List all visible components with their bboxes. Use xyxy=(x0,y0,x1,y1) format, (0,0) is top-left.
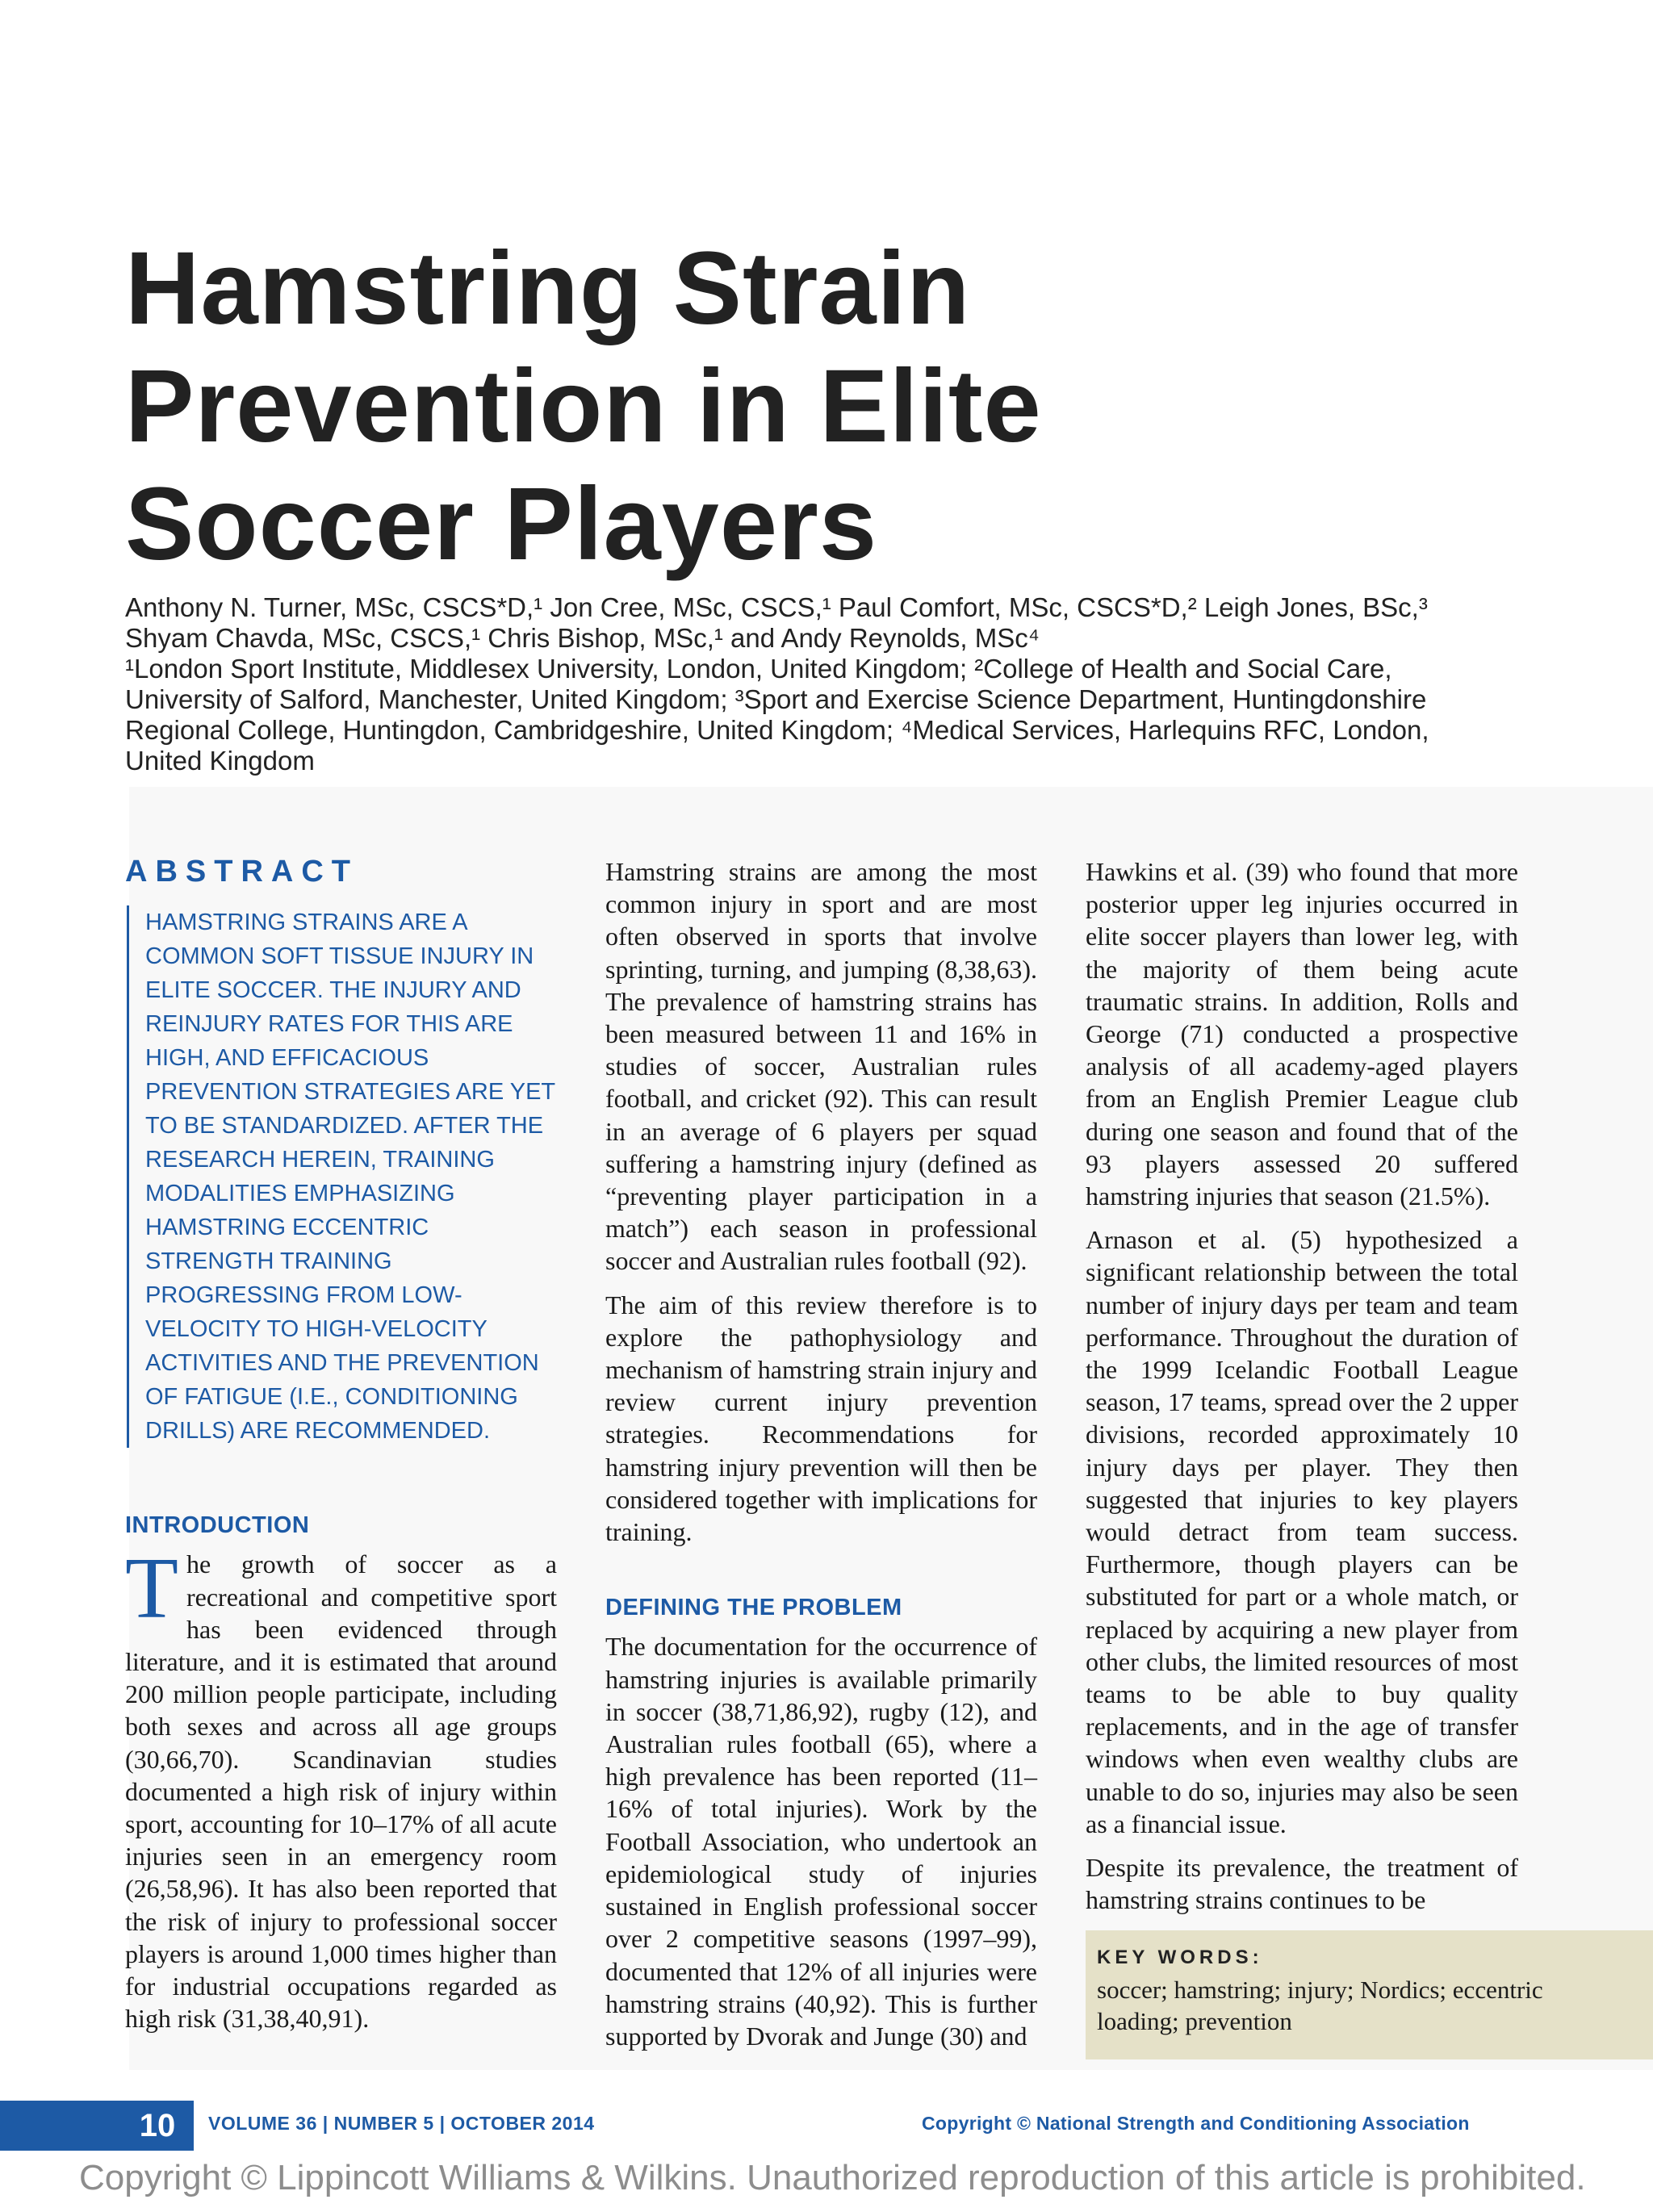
affiliation-line: Regional College, Huntingdon, Cambridgeshire, United Kingdom; ⁴Medical Services, Harlequins RFC, London, xyxy=(125,715,1429,745)
keywords-label: KEY WORDS: xyxy=(1097,1946,1263,1968)
introduction-text: he growth of soccer as a recreational and competitive sport has been evidenced through literature, and it is estimated that around 200 million people participate, including both sexes and across all age groups (30,66,70). Scandinavian studies documented a high risk of injury within sport, accounting for 10–17% of all acute injuries seen in an emergency room (26,58,96). It has also been reported that the risk of injury to professional soccer players is around 1,000 times higher than for industrial occupations regarded as high risk (31,38,40,91). xyxy=(125,1549,557,2034)
column-1 xyxy=(125,855,557,2046)
journal-info: VOLUME 36 | NUMBER 5 | OCTOBER 2014 xyxy=(208,2113,595,2134)
paragraph: Hamstring strains are among the most common injury in sport and are most often observed in sports that involve sprinting, turning, and jumping (8,38,63). The prevalence of hamstring strains has been measured between 11 and 16% in studies of soccer, Australian rules football, and cricket (92). This can result in an average of 6 players per squad suffering a hamstring injury (defined as “preventing player participation in a match”) each season in professional soccer and Australian rules football (92). xyxy=(605,857,1037,1276)
title-line: Hamstring Strain xyxy=(125,231,971,346)
introduction-paragraph xyxy=(125,1541,557,2034)
abstract-text: HAMSTRING STRAINS ARE A COMMON SOFT TISSUE INJURY IN ELITE SOCCER. THE INJURY AND REINJURY RATES FOR THIS ARE HIGH, AND EFFICACIOUS PREVENTION STRATEGIES ARE YET TO BE STANDARDIZED. AFTER THE RESEARCH HEREIN, TRAINING MODALITIES EMPHASIZING HAMSTRING ECCENTRIC STRENGTH TRAINING PROGRESSING FROM LOW-VELOCITY TO HIGH-VELOCITY ACTIVITIES AND THE PREVENTION OF FATIGUE (I.E., CONDITIONING DRILLS) ARE RECOMMENDED. xyxy=(127,905,557,1448)
abstract-heading: ABSTRACT xyxy=(125,855,358,889)
keywords-box xyxy=(1086,1930,1653,2059)
article-title xyxy=(125,230,1336,583)
column-2 xyxy=(605,855,1037,2064)
paragraph: The documentation for the occurrence of hamstring injuries is available primarily in soccer (38,71,86,92), rugby (12), and Australian rules football (65), where a high prevalence has been reported (11–16% of total injuries). Work by the Football Association, who undertook an epidemiological study of injuries sustained in English professional soccer over 2 competitive seasons (1997–99), documented that 12% of all injuries were hamstring strains (40,92). This is further supported by Dvorak and Junge (30) and xyxy=(605,1632,1037,2051)
page-number: 10 xyxy=(139,2108,176,2143)
copyright-notice: Copyright © National Strength and Conditioning Association xyxy=(922,2113,1470,2134)
keywords-text: soccer; hamstring; injury; Nordics; eccentric loading; prevention xyxy=(1097,1976,1543,2035)
column-3 xyxy=(1086,855,1518,1928)
author-line: Shyam Chavda, MSc, CSCS,¹ Chris Bishop, MSc,¹ and Andy Reynolds, MSc⁴ xyxy=(125,623,1040,653)
author-line: Anthony N. Turner, MSc, CSCS*D,¹ Jon Cree, MSc, CSCS,¹ Paul Comfort, MSc, CSCS*D,² Leigh Jones, BSc,³ xyxy=(125,592,1428,622)
paragraph: The aim of this review therefore is to explore the pathophysiology and mechanism of hamstring strain injury and review current injury prevention strategies. Recommendations for hamstring injury prevention will then be considered together with implications for training. xyxy=(605,1290,1037,1547)
introduction-heading: INTRODUCTION xyxy=(125,1512,310,1539)
paragraph: Arnason et al. (5) hypothesized a significant relationship between the total number of injury days per team and team performance. Throughout the duration of the 1999 Icelandic Football League season, 17 teams, spread over the 2 upper divisions, recorded approximately 10 injury days per player. They then suggested that injuries to key players would detract from team success. Furthermore, though players can be substituted for part or a whole match, or replaced by acquiring a new player from other clubs, the limited resources of most teams to be able to buy quality replacements, and in the age of transfer windows when even wealthy clubs are unable to do so, injuries may also be seen as a financial issue. xyxy=(1086,1225,1518,1838)
drop-cap: T xyxy=(125,1541,178,1637)
title-line: Prevention in Elite xyxy=(125,349,1042,464)
author-affiliations xyxy=(125,592,1546,776)
affiliation-line: ¹London Sport Institute, Middlesex University, London, United Kingdom; ²College of Health and Social Care, xyxy=(125,654,1392,684)
affiliation-line: United Kingdom xyxy=(125,746,315,776)
title-line: Soccer Players xyxy=(125,466,877,582)
affiliation-line: University of Salford, Manchester, United Kingdom; ³Sport and Exercise Science Department, Huntingdonshire xyxy=(125,684,1427,714)
paragraph: Hawkins et al. (39) who found that more posterior upper leg injuries occurred in elite soccer players than lower leg, with the majority of them being acute traumatic strains. In addition, Rolls and George (71) conducted a prospective analysis of all academy-aged players from an English Premier League club during one season and found that of the 93 players assessed 20 suffered hamstring injuries that season (21.5%). xyxy=(1086,857,1518,1211)
paragraph: Despite its prevalence, the treatment of hamstring strains continues to be xyxy=(1086,1853,1518,1915)
watermark-text: Copyright © Lippincott Williams & Wilkins. Unauthorized reproduction of this article is prohibited. xyxy=(79,2158,1586,2197)
defining-problem-heading: DEFINING THE PROBLEM xyxy=(605,1595,902,1621)
